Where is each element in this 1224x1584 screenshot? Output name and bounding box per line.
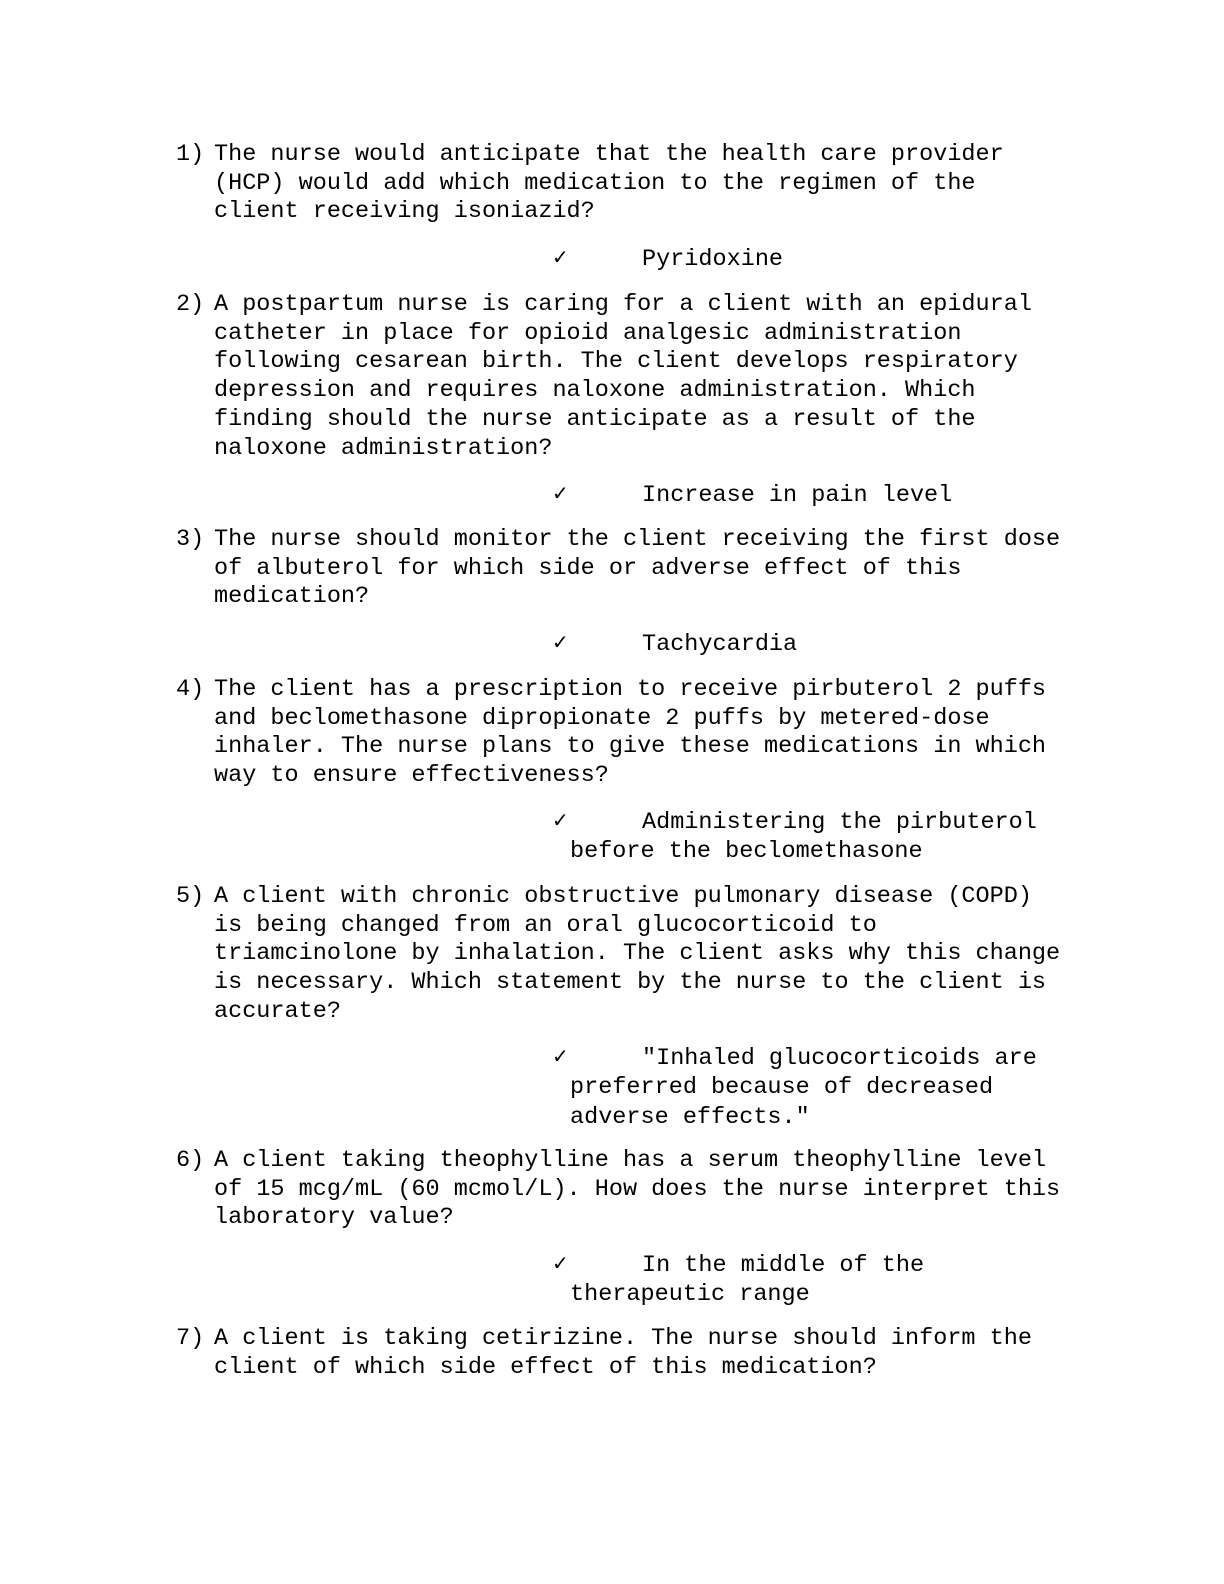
checkmark-icon: ✓: [552, 1044, 569, 1068]
question-text: A client taking theophylline has a serum theophylline level of 15 mcg/mL (60 mcmol/L). How does the nurse interpret this laboratory value?: [214, 1147, 1061, 1232]
question-text: The client has a prescription to receive pirbuterol 2 puffs and beclomethasone dipropionate 2 puffs by metered-dose inhaler. The nurse plans to give these medications in which way to ensure effectiveness?: [214, 676, 1047, 790]
answer-text: In the middle of the therapeutic range: [570, 1252, 925, 1309]
question-text: The nurse should monitor the client receiving the first dose of albuterol for which side or adverse effect of this medication?: [214, 526, 1061, 611]
question-number: 7): [176, 1325, 205, 1352]
checkmark-icon: ✓: [552, 1251, 569, 1275]
question-text: A postpartum nurse is caring for a client with an epidural catheter in place for opioid analgesic administration following cesarean birth. The client develops respiratory depression and requires naloxone administration. Which finding should the nurse anticipate as a result of the naloxone administration?: [214, 291, 1032, 462]
question-number: 1): [176, 141, 205, 168]
answer-text: Increase in pain level: [642, 482, 953, 509]
checkmark-icon: ✓: [552, 245, 569, 269]
answer-text: "Inhaled glucocorticoids are preferred because of decreased adverse effects.": [570, 1045, 1037, 1131]
question-number: 6): [176, 1147, 205, 1174]
checkmark-icon: ✓: [552, 630, 569, 654]
answer-text: Pyridoxine: [642, 246, 784, 273]
question-text: A client with chronic obstructive pulmonary disease (COPD) is being changed from an oral glucocorticoid to triamcinolone by inhalation. The client asks why this change is necessary. Which statement by the nurse to the client is accurate?: [214, 883, 1061, 1025]
question-number: 5): [176, 883, 205, 910]
question-text: The nurse would anticipate that the health care provider (HCP) would add which medication to the regimen of the client receiving isoniazid?: [214, 141, 1004, 226]
question-number: 2): [176, 291, 205, 318]
question-number: 3): [176, 526, 205, 553]
checkmark-icon: ✓: [552, 808, 569, 832]
answer-text: Tachycardia: [642, 631, 798, 658]
answer-text: Administering the pirbuterol before the beclomethasone: [570, 809, 1037, 866]
checkmark-icon: ✓: [552, 481, 569, 505]
question-number: 4): [176, 676, 205, 703]
question-text: A client is taking cetirizine. The nurse should inform the client of which side effect of this medication?: [214, 1325, 1032, 1381]
